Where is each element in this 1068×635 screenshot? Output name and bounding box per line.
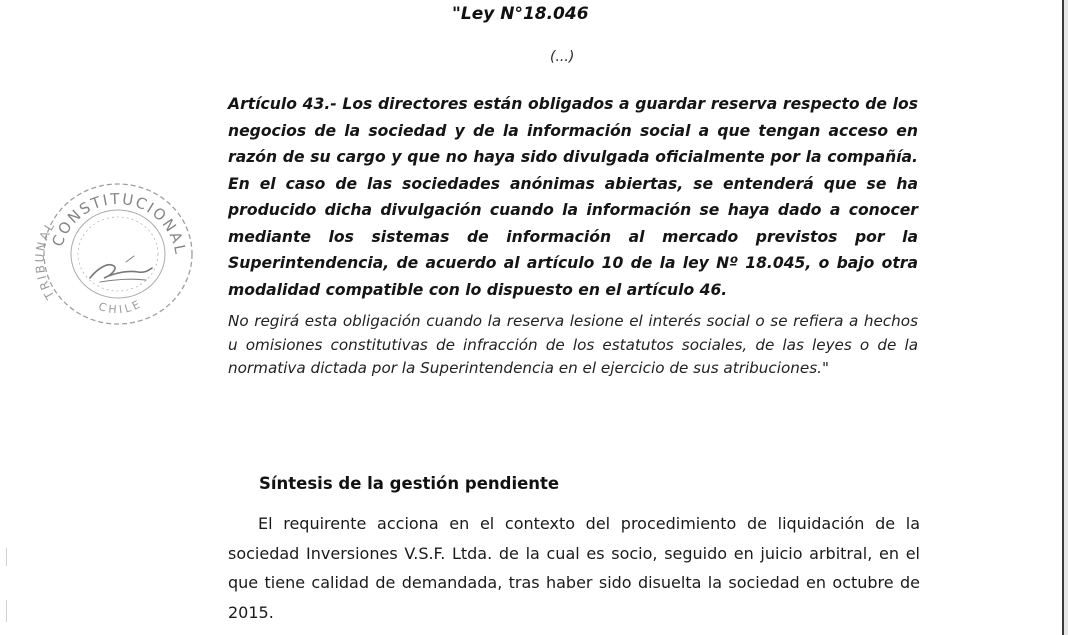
body-paragraph: El requirente acciona en el contexto del procedimiento de liquidación de la sociedad Inversiones V.S.F. Ltda. de la cual es socio, seguido en juicio arbitral, en el que tiene calidad de demandada, tras haber sido disuelta la sociedad en octubre de 2015.: [228, 514, 920, 622]
margin-scan-mark: [6, 548, 7, 566]
article-43-exception-paragraph: No regirá esta obligación cuando la reserva lesione el interés social o se refiera a hechos u omisiones constitutivas de infracción de los estatutos sociales, de las leyes o de la normativa dictada por la Superintendencia en el ejercicio de sus atribuciones.": [228, 312, 918, 377]
svg-text:CONSTITUCIONAL: CONSTITUCIONAL: [48, 189, 190, 257]
tribunal-seal-stamp: [30, 170, 205, 330]
section-heading: Síntesis de la gestión pendiente: [259, 474, 560, 493]
margin-scan-mark: [6, 600, 7, 622]
omission-ellipsis: (...): [550, 49, 575, 65]
svg-text:CHILE: CHILE: [96, 296, 145, 317]
law-title: "Ley N°18.046: [452, 4, 589, 24]
article-43-paragraph: Artículo 43.- Los directores están obligados a guardar reserva respecto de los negocios de la sociedad y de la información social a que tengan acceso en razón de su cargo y que no haya sido divulgada oficialmente por la compañía. En el caso de las sociedades anónimas abiertas, se entenderá que se ha producido dicha divulgación cuando la información se haya dado a conocer mediante los sistemas de información al mercado previstos por la Superintendencia, de acuerdo al artículo 10 de la ley Nº 18.045, o bajo otra modalidad compatible con lo dispuesto en el artículo 46.: [228, 95, 918, 299]
viewer-background: [1064, 0, 1068, 635]
svg-text:TRIBUNAL: TRIBUNAL: [32, 218, 58, 302]
